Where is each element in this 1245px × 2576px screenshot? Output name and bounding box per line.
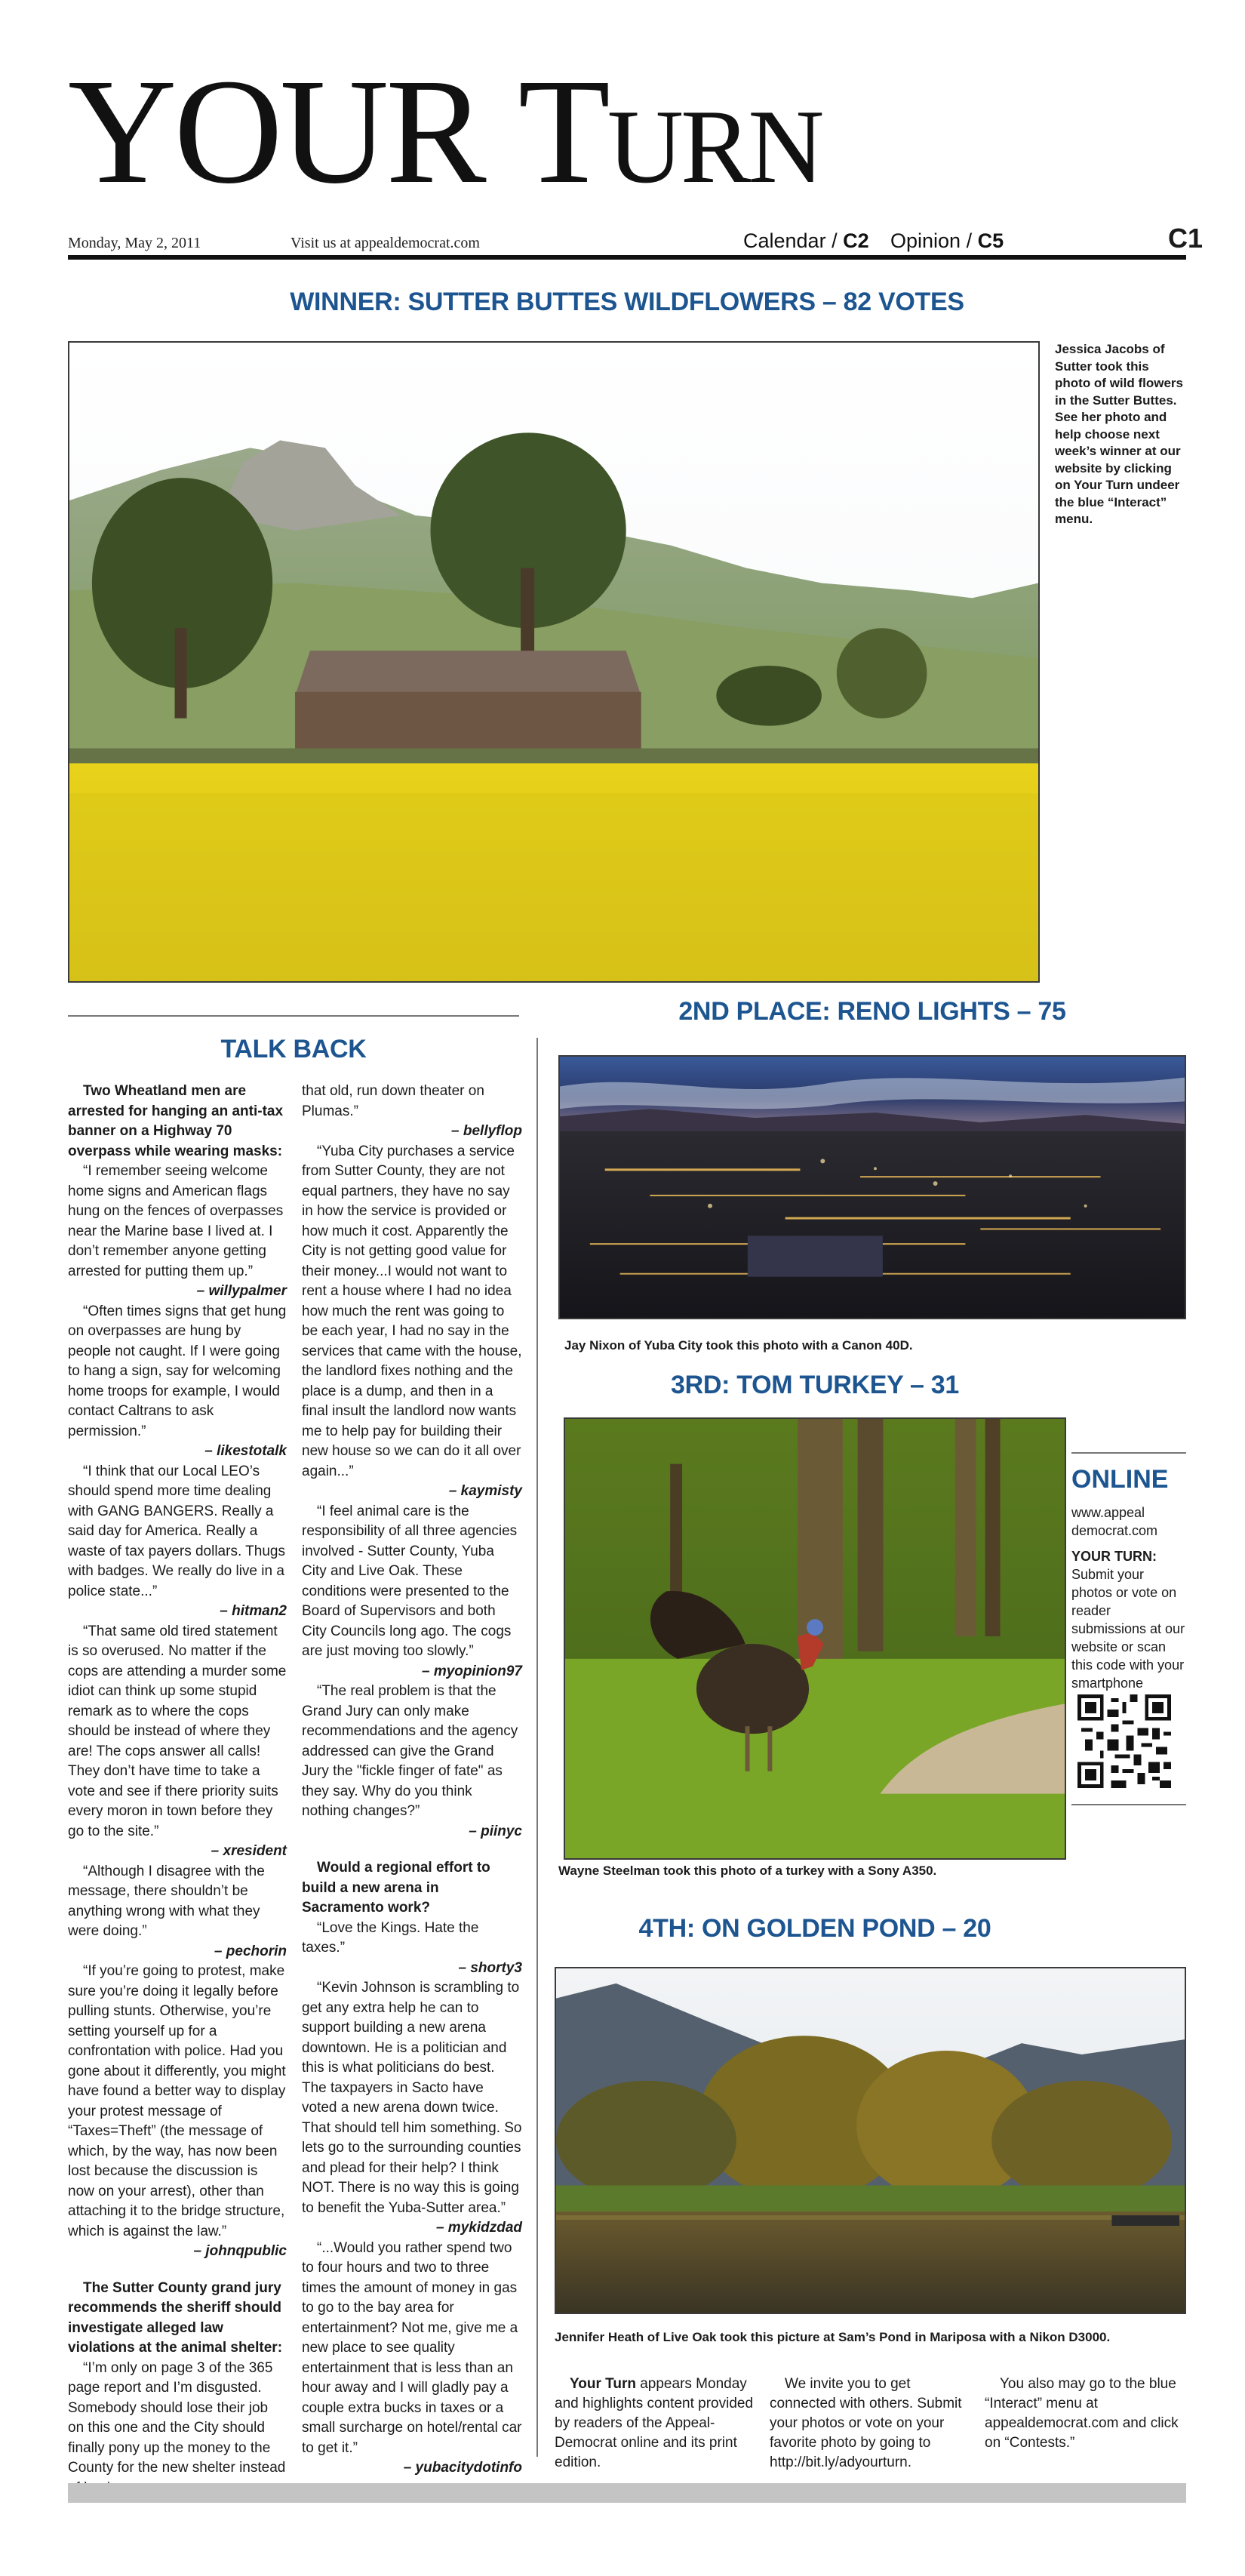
online-text: Submit your photos or vote on reader submissions at our website or scan this code with your smartphone: [1071, 1567, 1185, 1691]
fourth-photo[interactable]: [555, 1967, 1186, 2314]
page-number: C1: [1167, 223, 1203, 254]
talkback-paragraph: “The real problem is that the Grand Jury can only make recommendations and the agency addressed can give the Grand Jury the "fickle finger of fate" as they say. Why do you think nothing changes?”: [302, 1683, 518, 1819]
footer-paragraph-1: [555, 2374, 758, 2473]
talkback-signature: – hitman2: [220, 1603, 287, 1619]
talkback-paragraph: “Kevin Johnson is scrambling to get any extra help he can to support building a new arena downtown. He is a politician and this is what politicians do best. The taxpayers in Sacto have voted a new arena down twice. That should tell him something. So lets go to the surrounding counties and plead for their help? I think NOT. There is no way this is going to benefit the Yuba-Sutter area.”: [302, 1980, 522, 2216]
talkback-signature: – xresident: [211, 1843, 287, 1859]
talkback-signature: – bellyflop: [451, 1123, 522, 1139]
third-heading: 3RD: TOM TURKEY – 31: [671, 1371, 959, 1399]
talkback-paragraph: “I remember seeing welcome home signs and American flags hung on the fences of overpasses near the Marine base I lived at. I don’t remember anyone getting arrested for putting them up.”: [68, 1163, 284, 1279]
winner-photo[interactable]: [68, 341, 1040, 983]
talkback-paragraph: “Although I disagree with the message, there shouldn’t be anything wrong with what they were doing.”: [68, 1863, 265, 1939]
masthead-turn: Turn: [518, 48, 822, 215]
wildflowers-image: [69, 343, 1038, 981]
footer-paragraph-3: You also may go to the blue “Interact” menu at appealdemocrat.com and click on “Contests.”: [985, 2376, 1179, 2451]
opinion-label: Opinion /: [890, 229, 973, 252]
talkback-paragraph: “That same old tired statement is so overused. No matter if the cops are attending a murder some idiot can think up some stupid remark as to where the cops should be instead of where they are! The cops answer all calls! They don’t have time to take a vote and see if there priority suits every moron in town before they go to the site.”: [68, 1623, 287, 1839]
third-caption: Wayne Steelman took this photo of a turkey with a Sony A350.: [558, 1864, 937, 1878]
talkback-signature: – pechorin: [214, 1943, 287, 1959]
fourth-caption: Jennifer Heath of Live Oak took this picture at Sam’s Pond in Mariposa with a Nikon D3000.: [555, 2330, 1111, 2344]
talkback-paragraph: Would a regional effort to build a new arena in Sacramento work?: [302, 1860, 490, 1916]
qr-code-icon[interactable]: [1077, 1694, 1171, 1788]
talkback-paragraph: “Often times signs that get hung on overpasses are hung by people not caught. If I were going to hang a sign, say for welcoming home troops for example, I would contact Caltrans to ask permission.”: [68, 1303, 287, 1439]
online-site[interactable]: www.appeal democrat.com: [1071, 1505, 1158, 1538]
second-caption: Jay Nixon of Yuba City took this photo with a Canon 40D.: [564, 1338, 913, 1353]
talkback-signature: – piinyc: [469, 1823, 522, 1839]
online-heading: ONLINE: [1071, 1465, 1169, 1494]
reno-lights-image: [560, 1057, 1185, 1318]
talkback-paragraph: “Yuba City purchases a service from Sutter County, they are not equal partners, they have no say in how the service is provided or how much it cost. Apparently the City is not getting good value for their money...I would not want to rent a house where I had no idea how much the rent was going to be each year, I had no say in the services that came with the house, the landlord fixes nothing and the place is a dump, and then in a final insult the landlord now wants me to help pay for building their new house so we can do it all over again...”: [302, 1143, 522, 1479]
issue-date: Monday, May 2, 2011: [68, 235, 201, 251]
second-photo[interactable]: [558, 1055, 1186, 1319]
talkback-spacer: [302, 1842, 522, 1858]
masthead-your: YOUR: [68, 48, 484, 215]
second-heading: 2ND PLACE: RENO LIGHTS – 75: [678, 997, 1066, 1026]
talkback-paragraph: “I think that our Local LEO’s should spend more time dealing with GANG BANGERS. Really a said day for America. Really a waste of tax payers dollars. Thugs with badges. We really do live in a police state...”: [68, 1463, 285, 1599]
talkback-signature: – johnqpublic: [193, 2243, 287, 2259]
talkback-spacer: [68, 2262, 287, 2279]
masthead-title: [68, 48, 822, 215]
talkback-paragraph: “If you’re going to protest, make sure you’re doing it legally before pulling stunts. Otherwise, you’re setting yourself up for a confrontation with police. Had you gone about it differently, you might have found a better way to display your protest message of “Taxes=Theft” (the message of which, by the way, has now been lost because the discussion is now on your arrest), other than attaching it to the bridge structure, which is against the law.”: [68, 1963, 286, 2239]
opinion-link[interactable]: [890, 228, 1011, 254]
column-divider: [536, 1038, 538, 2457]
talkback-paragraph: “Love the Kings. Hate the taxes.”: [302, 1919, 479, 1956]
masthead-rule: [68, 255, 1186, 260]
online-bottom-rule: [1071, 1804, 1186, 1805]
talkback-paragraph: The Sutter County grand jury recommends the sheriff should investigate alleged law violations at the animal shelter:: [68, 2279, 283, 2356]
footer-your-turn: Your Turn: [570, 2376, 636, 2392]
talkback-paragraph: “I’m only on page 3 of the 365 page report and I’m disgusted. Somebody should lose their job on this one and the City should finally pony up the money to the County for the new shelter instead: [68, 2359, 286, 2476]
calendar-link[interactable]: [743, 228, 869, 254]
golden-pond-image: [556, 1968, 1185, 2313]
online-top-rule: [1071, 1452, 1186, 1454]
talkback-signature: – shorty3: [458, 1959, 522, 1976]
fourth-heading: 4TH: ON GOLDEN POND – 20: [638, 1914, 991, 1943]
online-label: YOUR TURN:: [1071, 1549, 1157, 1564]
calendar-page: C2: [843, 229, 869, 252]
opinion-page: C5: [977, 229, 1004, 252]
talkback-heading: TALK BACK: [220, 1035, 367, 1063]
talkback-signature: – kaymisty: [448, 1483, 522, 1499]
talkback-signature: – yubacitydotinfo: [403, 2460, 522, 2476]
calendar-label: Calendar /: [743, 229, 838, 252]
talkback-signature: – likestotalk: [204, 1443, 287, 1459]
bottom-bar: [68, 2483, 1186, 2503]
talkback-top-rule: [68, 1015, 519, 1017]
visit-website: Visit us at appealdemocrat.com: [290, 235, 480, 251]
turkey-image: [565, 1419, 1065, 1858]
talkback-paragraph: Two Wheatland men are arrested for hanging an anti-tax banner on a Highway 70 overpass while wearing masks:: [68, 1083, 284, 1159]
talkback-signature: – myopinion97: [421, 1663, 522, 1679]
talkback-column-2: [302, 1082, 522, 2479]
winner-heading: WINNER: SUTTER BUTTES WILDFLOWERS – 82 VOTES: [290, 288, 964, 316]
talkback-signature: – mykidzdad: [435, 2220, 522, 2236]
footer-paragraph-2: We invite you to get connected with others. Submit your photos or vote on your favorite photo by going to http://bit.ly/adyourturn.: [770, 2376, 962, 2470]
footer-p1-rest: appears Monday and highlights content provided by readers of the Appeal-Democrat online and its print edition.: [555, 2376, 754, 2470]
talkback-column-1: [68, 1082, 287, 2498]
winner-side-caption: Jessica Jacobs of Sutter took this photo of wild flowers in the Sutter Buttes. See her photo and help choose next week’s winner at our website by clicking on Your Turn undeer the blue “Interact” menu.: [1055, 342, 1183, 526]
talkback-paragraph: that old, run down theater on Plumas.”: [302, 1083, 484, 1119]
talkback-paragraph: “I feel animal care is the responsibility of all three agencies involved - Sutter County, Yuba City and Live Oak. These conditions were presented to the Board of Supervisors and both City Councils long ago. The cogs are just moving too slowly.”: [302, 1503, 518, 1659]
third-photo[interactable]: [564, 1417, 1066, 1860]
talkback-paragraph: “...Would you rather spend two to four hours and two to three times the amount of money in gas to go to the bay area for entertainment? Not me, give me a new place to see quality entertainment that is less than an hour away and I will gladly pay a couple extra bucks in taxes or a small surcharge on hotel/rental car to get it.”: [302, 2239, 522, 2456]
talkback-signature: – willypalmer: [196, 1283, 287, 1299]
